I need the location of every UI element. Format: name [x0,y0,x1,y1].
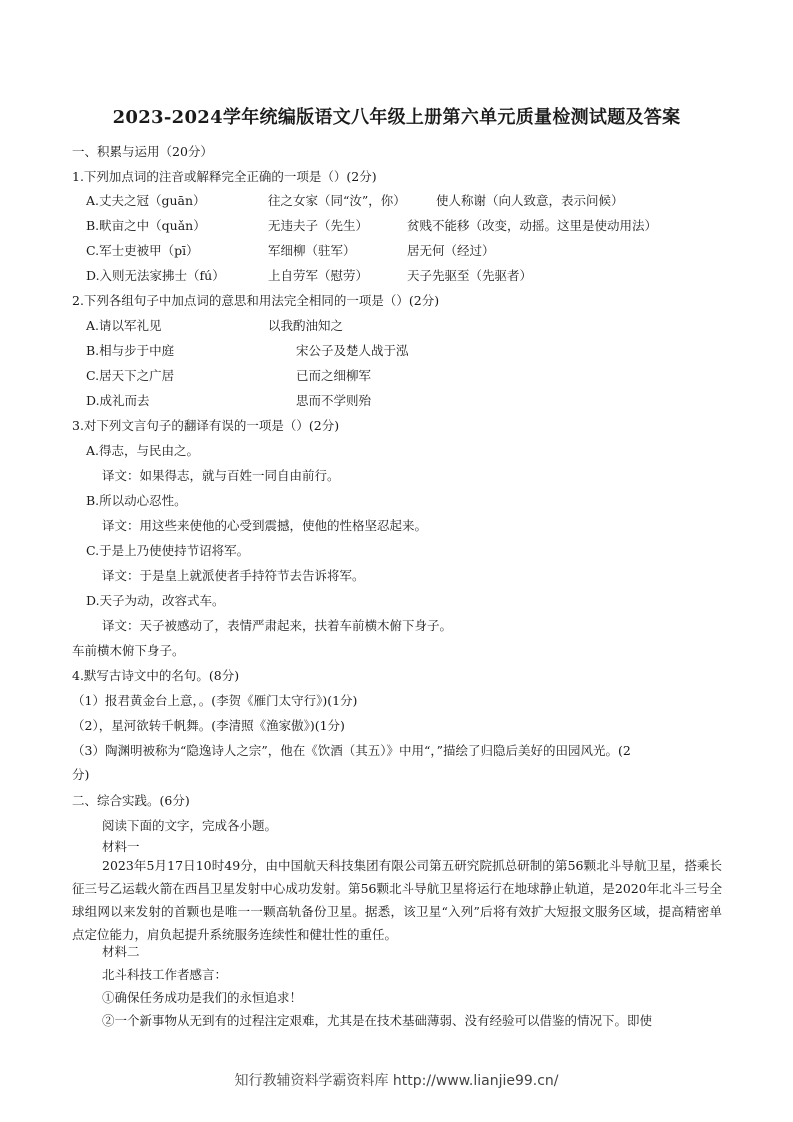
q2-option-b-1: B.相与步于中庭 [86,343,175,358]
material-2-item-2: ②一个新事物从无到有的过程注定艰难，尤其是在技术基础薄弱、没有经验可以借鉴的情况下。即使 [102,1013,653,1028]
q3-option-a: A.得志，与民由之。 [86,443,200,458]
q3-option-d: D.天子为动，改容式车。 [86,593,225,608]
q4-stem: 4.默写古诗文中的名句。(8分) [72,668,240,683]
q2-stem: 2.下列各组句子中加点词的意思和用法完全相同的一项是（）(2分) [72,293,440,308]
q2-option-c-1: C.居天下之广居 [86,368,175,383]
q4-item-2: （2），星河欲转千帆舞。(李清照《渔家傲》)(1分) [72,718,345,733]
q1-option-a-3: 使人称谢（向人致意，表示问候） [436,193,624,208]
q2-option-d-1: D.成礼而去 [86,393,150,408]
section-1-heading: 一、积累与运用（20分） [72,144,213,159]
q3-option-b-translation: 译文：用这些来使他的心受到震撼，使他的性格坚忍起来。 [102,518,428,533]
material-2-label: 材料二 [102,944,140,959]
q3-extra-line: 车前横木俯下身子。 [72,643,185,658]
q2-option-a-1: A.请以军礼见 [86,318,162,333]
material-2-intro: 北斗科技工作者感言： [102,967,228,982]
q4-item-3-cont: 分) [72,767,90,782]
material-1-text: 2023年5月17日10时49分，由中国航天科技集团有限公司第五研究院抓总研制的第56颗北斗导航卫星，搭乘长征三号乙运载火箭在西昌卫星发射中心成功发射。第56颗北斗导航卫星将运行在地球静止轨道，是2020年北斗三号全球组网以来发射的首颗也是唯一一颗高轨备份卫星。据悉，该卫星“入列”后将有效扩大短报文服务区域，提高精密单点定位能力，肩负起提升系统服务连续性和健壮性的重任。 [72,858,722,942]
q1-option-c-2: 军细柳（驻军） [268,243,356,258]
q1-option-b-1: B.畎亩之中（quǎn） [86,218,206,233]
q2-option-b-2: 宋公子及楚人战于泓 [296,343,409,358]
q4-item-3: （3）陶渊明被称为“隐逸诗人之宗”，他在《饮酒（其五）》中用“，”描绘了归隐后美好的田园风光。(2 [72,743,631,758]
q1-option-a-2: 往之女家（同“汝”，你） [268,193,406,208]
q1-option-b-3: 贫贱不能移（改变，动摇。这里是使动用法） [407,218,658,233]
q1-option-d-2: 上自劳军（慰劳） [268,268,369,283]
q1-option-d-1: D.入则无法家拂士（fú） [86,268,225,283]
q4-item-1: （1）报君黄金台上意，。(李贺《雁门太守行》)(1分) [72,693,358,708]
q3-option-a-translation: 译文：如果得志，就与百姓一同自由前行。 [102,468,340,483]
section-2-heading: 二、综合实践。(6分) [72,793,190,808]
q2-option-a-2: 以我酌油知之 [268,318,344,333]
q1-stem: 1.下列加点词的注音或解释完全正确的一项是（）(2分) [72,169,377,184]
q1-option-c-1: C.军士吏被甲（pī） [86,243,199,258]
page-title: 2023-2024学年统编版语文八年级上册第六单元质量检测试题及答案 [112,107,681,128]
q2-option-c-2: 已而之细柳军 [296,368,372,383]
q3-option-c: C.于是上乃使使持节诏将军。 [86,543,250,558]
material-2-item-1: ①确保任务成功是我们的永恒追求！ [102,990,303,1005]
q1-option-b-2: 无违夫子（先生） [268,218,369,233]
q3-option-c-translation: 译文：于是皇上就派使者手持符节去告诉将军。 [102,568,365,583]
footer-watermark: 知行教辅资料学霸资料库 http://www.lianjie99.cn/ [234,1073,559,1089]
q3-option-d-translation: 译文：天子被感动了，表情严肃起来，扶着车前横木俯下身子。 [102,618,453,633]
q2-option-d-2: 思而不学则殆 [296,393,372,408]
q3-stem: 3.对下列文言句子的翻译有误的一项是（）(2分) [72,418,340,433]
q3-option-b: B.所以动心忍性。 [86,493,187,508]
material-1-label: 材料一 [102,839,140,854]
q1-option-c-3: 居无何（经过） [407,243,495,258]
section-2-intro: 阅读下面的文字，完成各小题。 [102,818,278,833]
q1-option-d-3: 天子先驱至（先驱者） [407,268,533,283]
q1-option-a-1: A.丈夫之冠（guān） [86,193,206,208]
